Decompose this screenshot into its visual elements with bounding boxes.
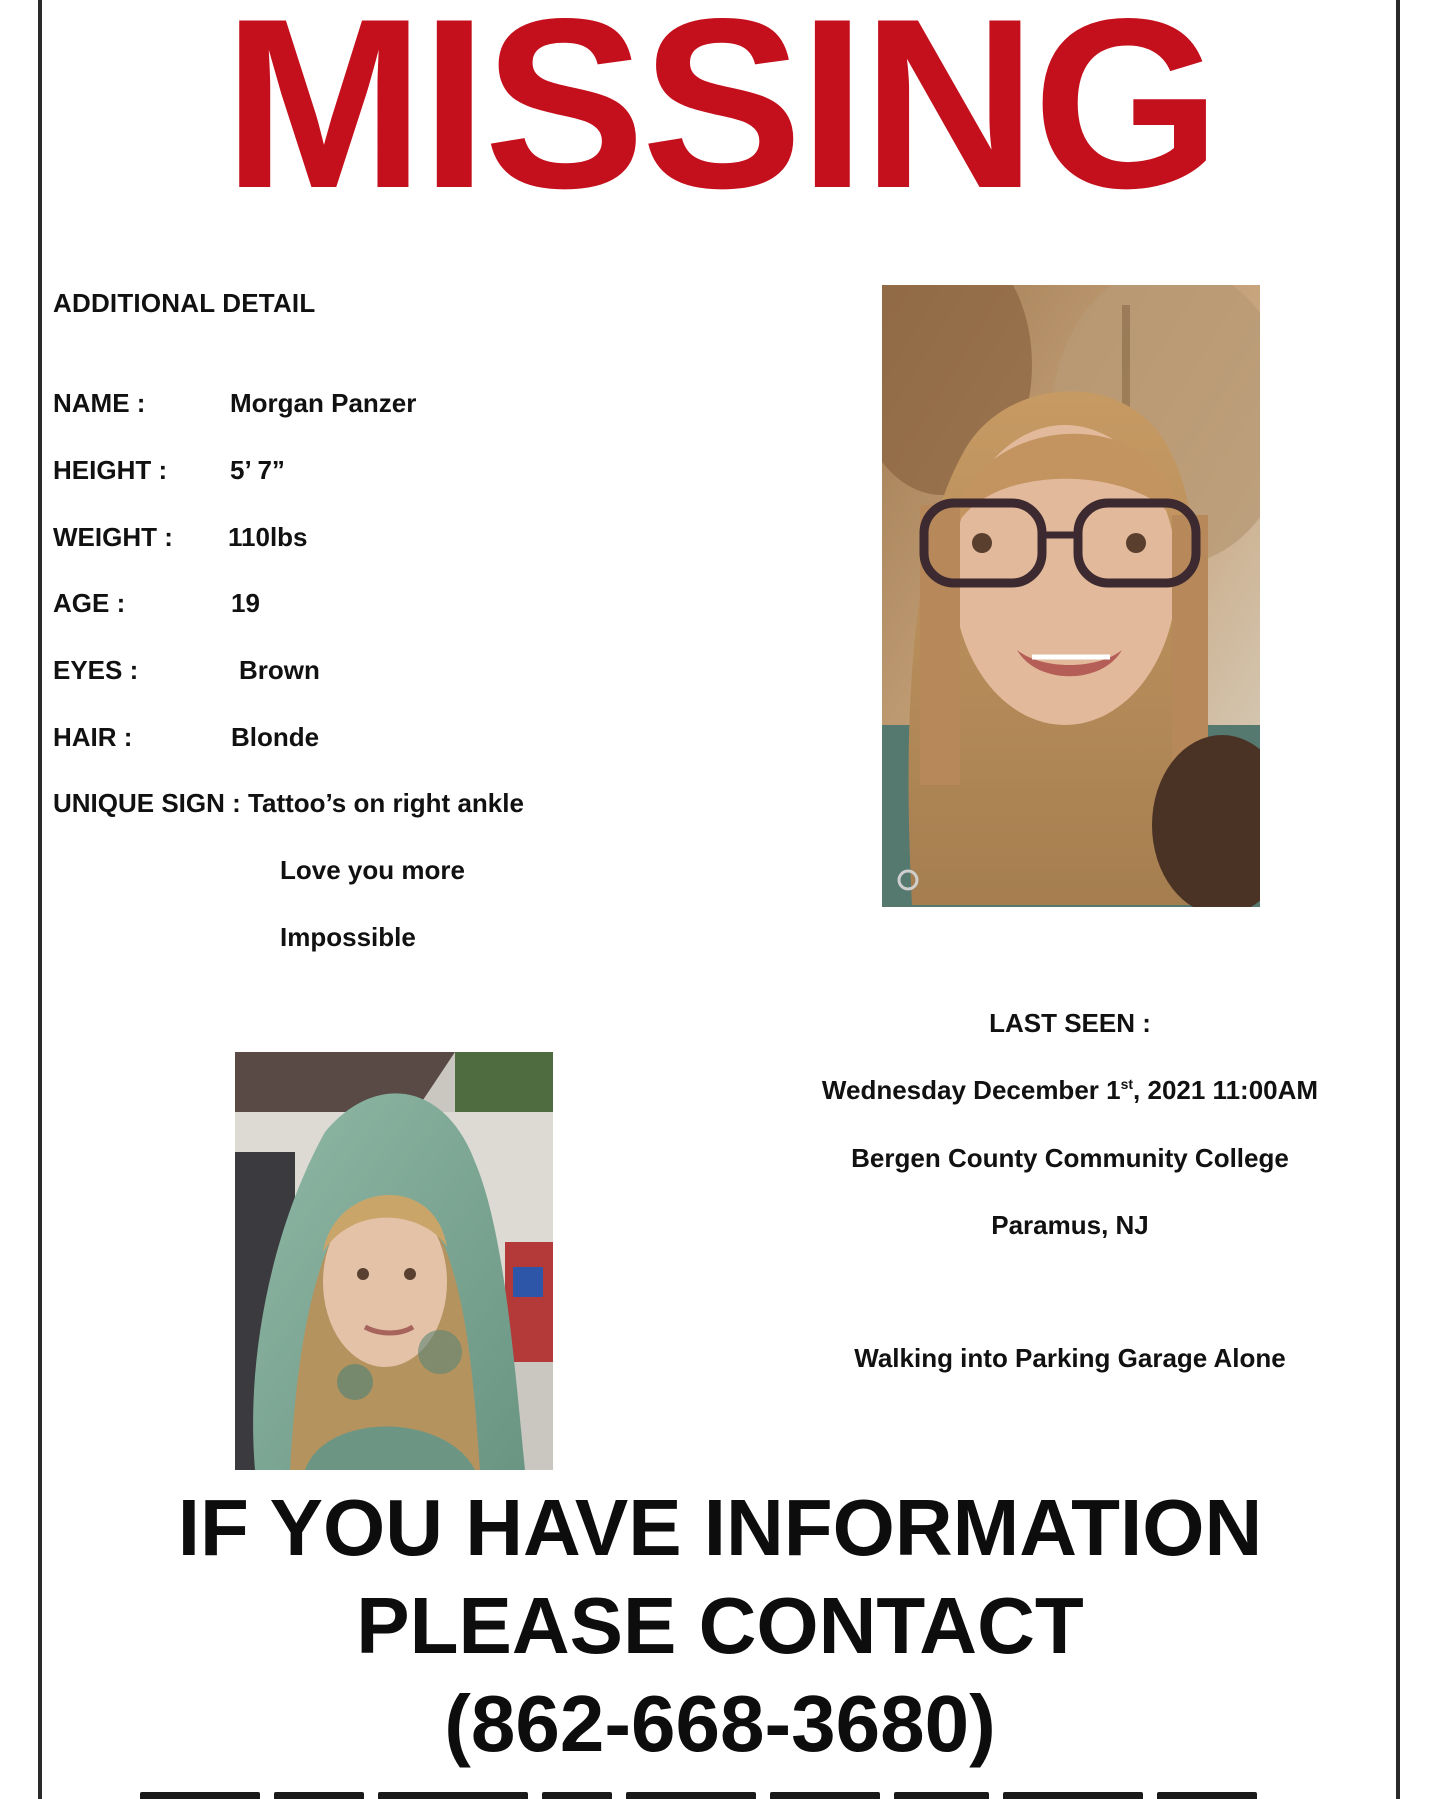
cta-line-1: IF YOU HAVE INFORMATION [177,1483,1263,1572]
last-seen-location: Bergen County Community College [851,1143,1289,1173]
detail-label-eyes: EYES : [53,655,139,685]
detail-value-weight: 110lbs [228,522,308,552]
detail-label-name: NAME : [53,388,146,418]
last-seen-date [760,1075,1380,1106]
detail-label-weight: WEIGHT : [53,522,173,552]
tattoo-line-1: Love you more [280,855,465,885]
last-seen-heading: LAST SEEN : [989,1008,1151,1038]
cta-line-2: PLEASE CONTACT [356,1581,1084,1670]
section-title: ADDITIONAL DETAIL [53,288,316,318]
contact-phone: (862-668-3680) [444,1679,996,1768]
cropped-bottom-text [140,1786,1300,1799]
last-seen-circumstance: Walking into Parking Garage Alone [854,1343,1286,1373]
detail-label-height: HEIGHT : [53,455,168,485]
detail-value-age: 19 [231,588,260,618]
detail-label-age: AGE : [53,588,126,618]
last-seen-date-suffix: st [1120,1076,1134,1092]
detail-row-unique-sign [53,788,524,819]
last-seen-date-prefix: Wednesday December 1 [821,1075,1121,1105]
last-seen-date-rest: , 2021 11:00AM [1133,1075,1319,1105]
detail-value-height: 5’ 7” [230,455,285,485]
detail-value-unique-sign: Tattoo’s on right ankle [248,788,524,818]
portrait-photo-hoodie [235,1052,553,1470]
detail-value-name: Morgan Panzer [230,388,417,418]
detail-label-unique-sign: UNIQUE SIGN : [53,788,241,818]
detail-label-hair: HAIR : [53,722,133,752]
portrait-photo-glasses [882,285,1260,907]
missing-headline: MISSING [223,0,1217,239]
detail-value-eyes: Brown [239,655,320,685]
detail-value-hair: Blonde [231,722,320,752]
last-seen-city: Paramus, NJ [991,1210,1149,1240]
tattoo-line-2: Impossible [280,922,416,952]
